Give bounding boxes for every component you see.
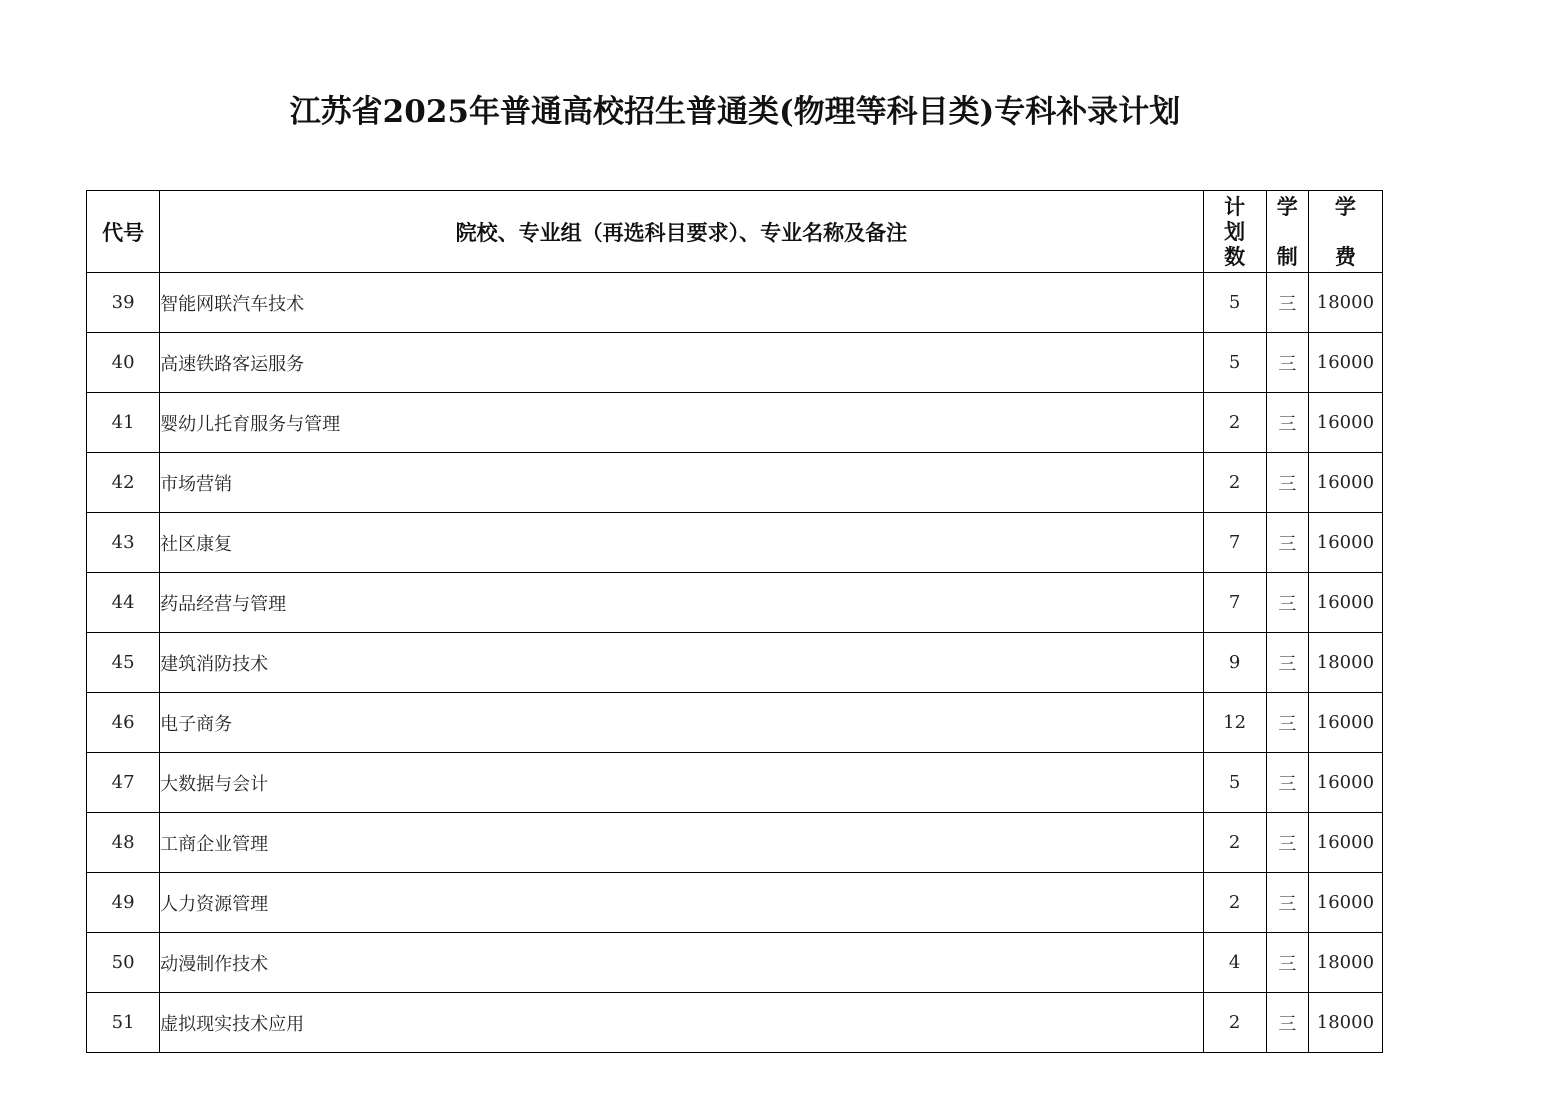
cell-fee: 16000: [1308, 453, 1382, 513]
cell-major-name: 虚拟现实技术应用: [160, 993, 1203, 1053]
cell-major-name: 智能网联汽车技术: [160, 273, 1203, 333]
cell-major-name: 动漫制作技术: [160, 933, 1203, 993]
cell-fee: 16000: [1308, 753, 1382, 813]
header-row: [87, 191, 1383, 273]
cell-plan: 2: [1203, 993, 1266, 1053]
header-name: 院校、专业组（再选科目要求）、专业名称及备注: [160, 191, 1203, 273]
cell-major-name: 建筑消防技术: [160, 633, 1203, 693]
cell-code: 42: [87, 453, 160, 513]
cell-code: 50: [87, 933, 160, 993]
cell-plan: 7: [1203, 513, 1266, 573]
cell-code: 39: [87, 273, 160, 333]
cell-xuezhi: 三: [1266, 453, 1308, 513]
table-row: [87, 333, 1383, 393]
cell-plan: 2: [1203, 453, 1266, 513]
cell-xuezhi: 三: [1266, 573, 1308, 633]
table-row: [87, 693, 1383, 753]
table-row: [87, 873, 1383, 933]
cell-fee: 16000: [1308, 573, 1382, 633]
table-row: [87, 453, 1383, 513]
header-xuezhi-char: 制: [1276, 244, 1298, 269]
header-xuezhi: [1266, 191, 1308, 273]
cell-code: 44: [87, 573, 160, 633]
header-plan-char: 划: [1224, 219, 1246, 244]
cell-xuezhi: 三: [1266, 393, 1308, 453]
cell-code: 45: [87, 633, 160, 693]
table-row: [87, 933, 1383, 993]
cell-fee: 18000: [1308, 993, 1382, 1053]
cell-plan: 12: [1203, 693, 1266, 753]
header-fee: [1308, 191, 1382, 273]
cell-plan: 5: [1203, 273, 1266, 333]
cell-plan: 2: [1203, 813, 1266, 873]
cell-xuezhi: 三: [1266, 813, 1308, 873]
cell-plan: 9: [1203, 633, 1266, 693]
cell-code: 46: [87, 693, 160, 753]
header-code: 代号: [87, 191, 160, 273]
cell-major-name: 药品经营与管理: [160, 573, 1203, 633]
cell-xuezhi: 三: [1266, 753, 1308, 813]
cell-major-name: 大数据与会计: [160, 753, 1203, 813]
cell-code: 47: [87, 753, 160, 813]
cell-fee: 16000: [1308, 813, 1382, 873]
table-header: [87, 191, 1383, 273]
header-plan-char: 数: [1224, 244, 1246, 269]
header-fee-char: 学: [1334, 194, 1356, 219]
cell-fee: 16000: [1308, 513, 1382, 573]
cell-fee: 18000: [1308, 273, 1382, 333]
header-plan: [1203, 191, 1266, 273]
cell-fee: 16000: [1308, 393, 1382, 453]
table-row: [87, 993, 1383, 1053]
cell-plan: 2: [1203, 393, 1266, 453]
cell-code: 40: [87, 333, 160, 393]
cell-xuezhi: 三: [1266, 693, 1308, 753]
cell-major-name: 高速铁路客运服务: [160, 333, 1203, 393]
table-row: [87, 633, 1383, 693]
cell-major-name: 人力资源管理: [160, 873, 1203, 933]
cell-code: 49: [87, 873, 160, 933]
table-row: [87, 753, 1383, 813]
cell-major-name: 工商企业管理: [160, 813, 1203, 873]
cell-plan: 5: [1203, 333, 1266, 393]
cell-major-name: 婴幼儿托育服务与管理: [160, 393, 1203, 453]
header-fee-char: 费: [1334, 244, 1356, 269]
table-row: [87, 513, 1383, 573]
cell-xuezhi: 三: [1266, 333, 1308, 393]
cell-code: 43: [87, 513, 160, 573]
cell-major-name: 电子商务: [160, 693, 1203, 753]
table-row: [87, 813, 1383, 873]
cell-code: 41: [87, 393, 160, 453]
cell-plan: 4: [1203, 933, 1266, 993]
cell-fee: 16000: [1308, 873, 1382, 933]
cell-code: 48: [87, 813, 160, 873]
header-plan-char: 计: [1224, 194, 1246, 219]
cell-xuezhi: 三: [1266, 873, 1308, 933]
cell-xuezhi: 三: [1266, 633, 1308, 693]
cell-fee: 18000: [1308, 633, 1382, 693]
page-title: 江苏省2025年普通高校招生普通类(物理等科目类)专科补录计划: [289, 94, 1181, 130]
cell-xuezhi: 三: [1266, 933, 1308, 993]
cell-code: 51: [87, 993, 160, 1053]
cell-plan: 5: [1203, 753, 1266, 813]
table-row: [87, 573, 1383, 633]
cell-fee: 16000: [1308, 693, 1382, 753]
cell-fee: 18000: [1308, 933, 1382, 993]
cell-xuezhi: 三: [1266, 273, 1308, 333]
cell-xuezhi: 三: [1266, 513, 1308, 573]
cell-plan: 7: [1203, 573, 1266, 633]
table-row: [87, 393, 1383, 453]
admission-plan-table: [86, 190, 1383, 1053]
cell-major-name: 市场营销: [160, 453, 1203, 513]
cell-plan: 2: [1203, 873, 1266, 933]
cell-fee: 16000: [1308, 333, 1382, 393]
cell-xuezhi: 三: [1266, 993, 1308, 1053]
cell-major-name: 社区康复: [160, 513, 1203, 573]
table-body: [87, 273, 1383, 1053]
header-xuezhi-char: 学: [1276, 194, 1298, 219]
table-row: [87, 273, 1383, 333]
